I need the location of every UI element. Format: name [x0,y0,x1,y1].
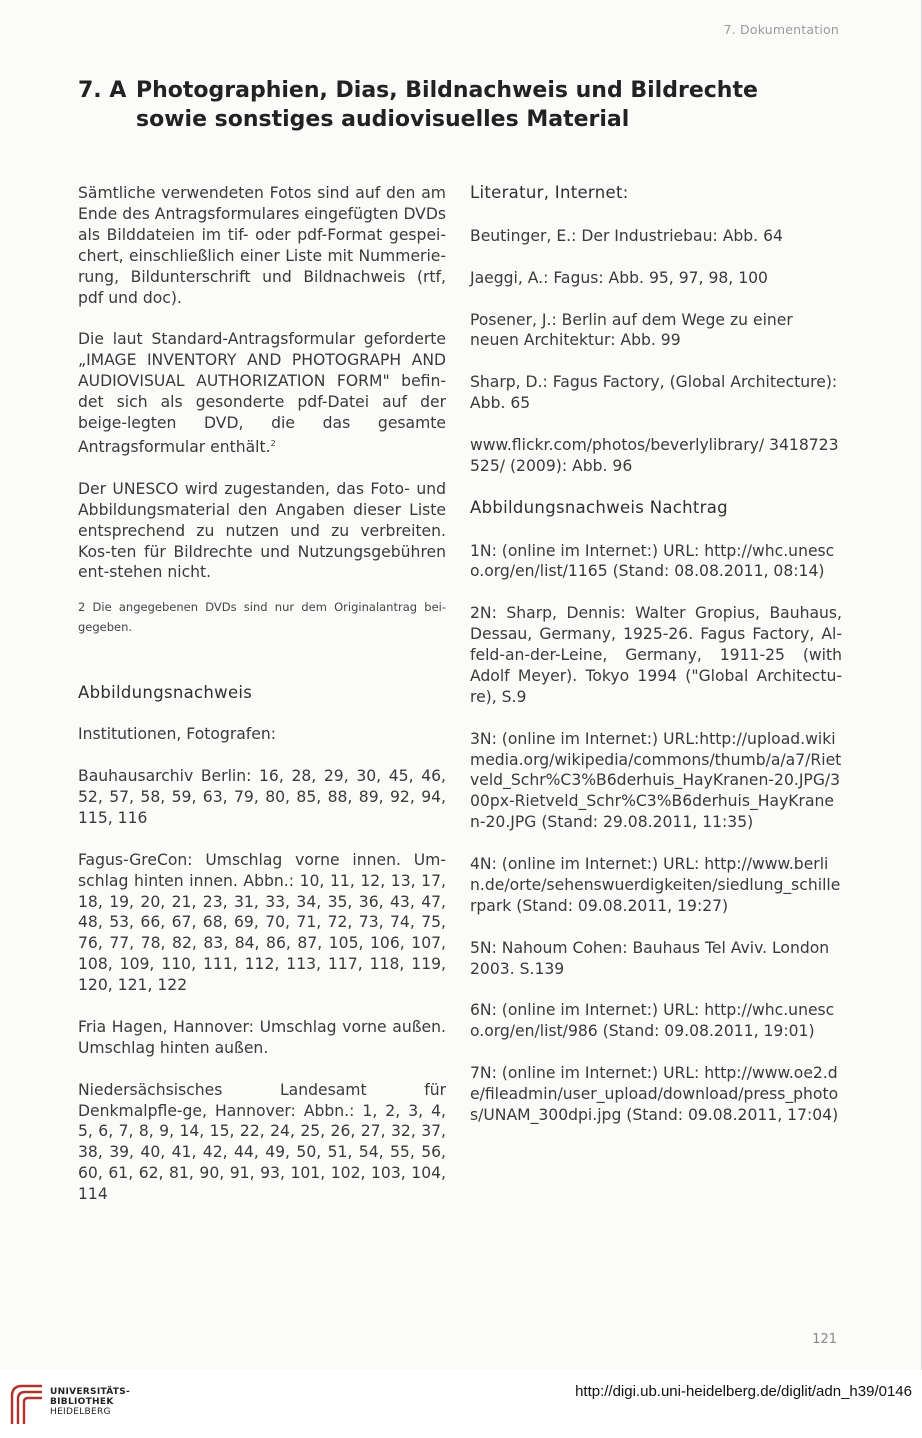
literature-item: Sharp, D.: Fagus Factory, (Global Architecture): Abb. 65 [470,373,838,413]
literature-item: Beutinger, E.: Der Industriebau: Abb. 64 [470,226,783,245]
heading-literatur-internet: Literatur, Internet: [470,183,629,202]
library-name [50,1387,130,1417]
heading-nachtrag: Abbildungsnachweis Nachtrag [470,497,728,517]
nachtrag-item: 4N: (online im Internet:) URL: http://www.berlin.de/orte/sehenswuerdigkeiten/siedlung_schillerpark (Stand: 09.08.2011, 19:27) [470,855,841,915]
nachtrag-item: 5N: Nahoum Cohen: Bauhaus Tel Aviv. London 2003. S.139 [470,938,830,978]
page-number: 121 [812,1332,837,1347]
library-name-line2: BIBLIOTHEK [50,1397,114,1407]
library-name-line1: UNIVERSITÄTS- [50,1387,131,1397]
paragraph-bauhausarchiv: Bauhausarchiv Berlin: 16, 28, 29, 30, 45, 46, 52, 57, 58, 59, 63, 79, 80, 85, 88, 89, 92, 94, 115, 116 [78,767,446,827]
right-column [470,183,842,1147]
footer-url-link[interactable]: http://digi.ub.uni-heidelberg.de/diglit/adn_h39/0146 [575,1383,912,1400]
paragraph-institutions: Institutionen, Fotografen: [78,725,277,744]
nachtrag-item: 7N: (online im Internet:) URL: http://www.oe2.de/fileadmin/user_upload/download/press_photos/UNAM_300dpi.jpg (Stand: 09.08.2011, 17:04) [470,1064,839,1124]
chapter-title-line1: Photographien, Dias, Bildnachweis und Bildrechte [136,78,758,103]
footer-bar [0,1370,922,1438]
chapter-title [78,76,778,134]
literature-item: Posener, J.: Berlin auf dem Wege zu einer neuen Architektur: Abb. 99 [470,310,793,350]
nachtrag-item: 3N: (online im Internet:) URL:http://upload.wikimedia.org/wikipedia/commons/thumb/a/a7/Rietveld_Schr%C3%B6derhuis_HayKranen-20.JPG/300px-Rietveld_Schr%C3%B6derhuis_HayKranen-20.JPG (Stand: 29.08.2011, 11:35) [470,729,842,832]
running-head: 7. Dokumentation [723,22,839,37]
nachtrag-item: 2N: Sharp, Dennis: Walter Gropius, Bauhaus, Dessau, Germany, 1925-26. Fagus Factory, Al-feld-an-der-Leine, Germany, 1911-25 (with Adolf Meyer). Tokyo 1994 ("Global Architectu-re), S.9 [470,604,842,706]
library-logo-icon [8,1382,44,1426]
paragraph-photos: Sämtliche verwendeten Fotos sind auf den am Ende des Antragsformulares eingefügten DVDs als Bilddateien im tif- oder pdf-Format gespei-chert, einschließlich einer Liste mit Nummerie-rung, Bildunterschrift und Bildnachweis (rtf, pdf und doc). [78,184,446,307]
library-name-line3: HEIDELBERG [50,1407,111,1417]
chapter-number: 7. A [78,78,127,103]
nachtrag-item: 6N: (online im Internet:) URL: http://whc.unesco.org/en/list/986 (Stand: 09.08.2011, 19:01) [470,1001,835,1041]
footnote: 2 Die angegebenen DVDs sind nur dem Originalantrag bei-gegeben. [78,600,446,635]
paragraph-unesco-rights: Der UNESCO wird zugestanden, das Foto- und Abbildungsmaterial den Angaben dieser Liste entsprechend zu nutzen und zu verbreiten. Kos-ten für Bildrechte und Nutzungsgebühren ent-stehen nicht. [78,479,446,582]
chapter-title-line2: sowie sonstiges audiovisuelles Material [136,107,630,132]
paragraph-inventory-form-text: Die laut Standard-Antragsformular geforderte „IMAGE INVENTORY AND PHOTOGRAPH AND AUDIOVISUAL AUTHORIZATION FORM" befin-det sich als gesonderte pdf-Datei auf der beige-legten DVD, die das gesamte Antragsformular enthält. [78,330,446,457]
literature-item: Jaeggi, A.: Fagus: Abb. 95, 97, 98, 100 [470,268,768,287]
paragraph-inventory-form [78,329,446,458]
paragraph-fria-hagen: Fria Hagen, Hannover: Umschlag vorne außen. Umschlag hinten außen. [78,1017,446,1057]
nachtrag-item: 1N: (online im Internet:) URL: http://whc.unesco.org/en/list/1165 (Stand: 08.08.2011, 08:14) [470,541,835,581]
footnote-marker: 2 [270,438,276,448]
paragraph-landesamt: Niedersächsisches Landesamt für Denkmalpfle-ge, Hannover: Abbn.: 1, 2, 3, 4, 5, 6, 7, 8, 9, 14, 15, 22, 24, 25, 26, 27, 32, 37, 38, 39, 40, 41, 42, 44, 49, 50, 51, 54, 55, 56, 60, 61, 62, 81, 90, 91, 93, 101, 102, 103, 104, 114 [78,1080,446,1204]
heading-abbildungsnachweis: Abbildungsnachweis [78,683,253,703]
left-column [78,183,446,1226]
paragraph-fagus-grecon: Fagus-GreCon: Umschlag vorne innen. Um-schlag hinten innen. Abbn.: 10, 11, 12, 13, 17, 18, 19, 20, 21, 23, 31, 33, 34, 35, 36, 43, 47, 48, 53, 66, 67, 68, 69, 70, 71, 72, 73, 74, 75, 76, 77, 78, 82, 83, 84, 86, 87, 105, 106, 107, 108, 109, 110, 111, 112, 113, 117, 118, 119, 120, 121, 122 [78,850,446,995]
literature-item: www.flickr.com/photos/beverlylibrary/ 3418723525/ (2009): Abb. 96 [470,435,839,475]
